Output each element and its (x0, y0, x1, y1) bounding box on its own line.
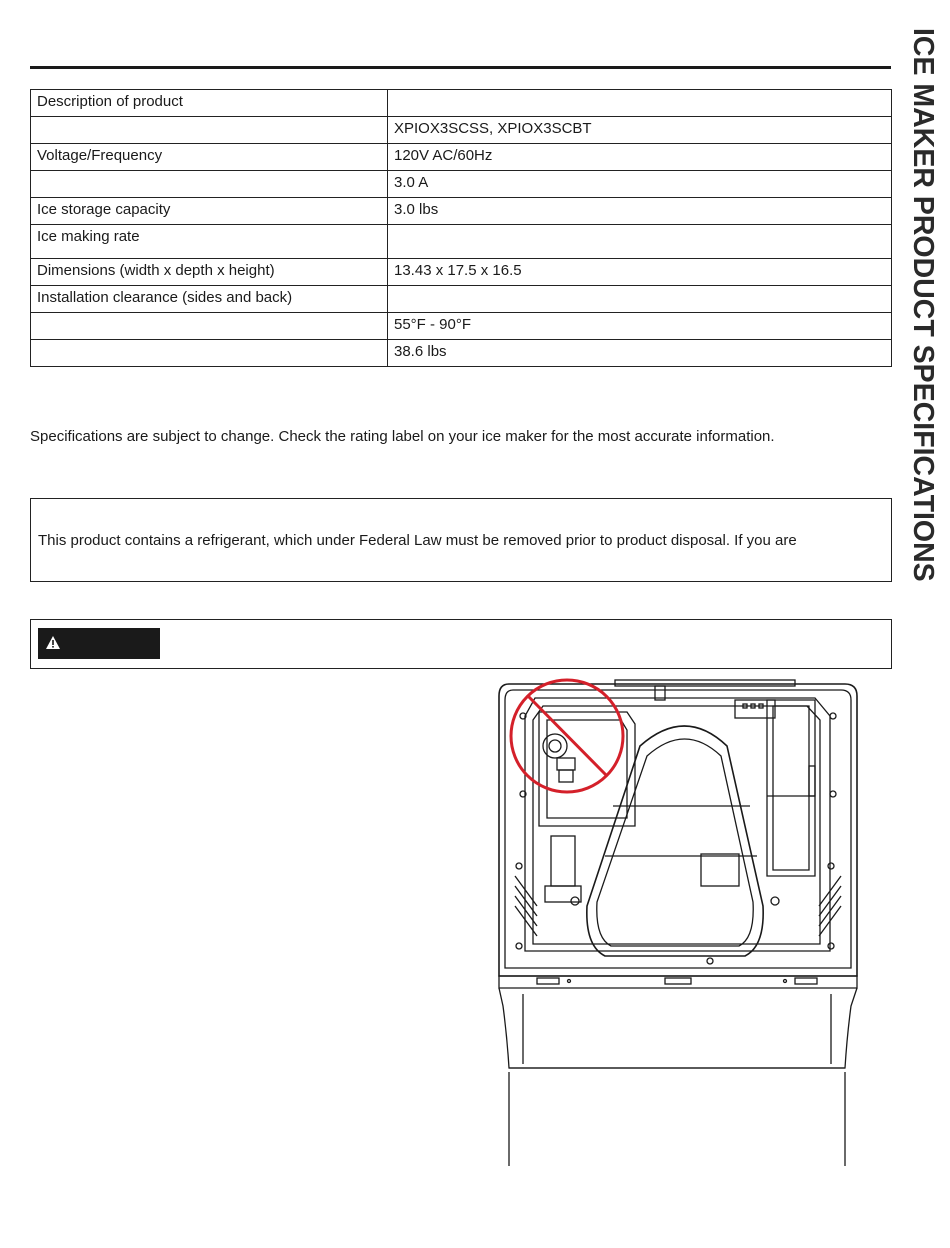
spec-label (31, 117, 388, 144)
table-row (31, 313, 892, 340)
spec-value: XPIOX3SCSS, XPIOX3SCBT (388, 117, 892, 144)
spec-label (31, 171, 388, 198)
spec-value: 3.0 lbs (388, 198, 892, 225)
top-rule (30, 66, 891, 69)
warning-box (30, 619, 892, 669)
table-row (31, 90, 892, 117)
spec-label: Ice storage capacity (31, 198, 388, 225)
spec-label: Ice making rate (31, 225, 388, 259)
spec-value (388, 225, 892, 259)
spec-label: Dimensions (width x depth x height) (31, 259, 388, 286)
spec-value: 3.0 A (388, 171, 892, 198)
side-title-text: ICE MAKER PRODUCT SPECIFICATIONS (907, 28, 939, 582)
spec-label: Installation clearance (sides and back) (31, 286, 388, 313)
spec-value (388, 286, 892, 313)
spec-value: 55°F - 90°F (388, 313, 892, 340)
spec-value: 120V AC/60Hz (388, 144, 892, 171)
warning-badge (38, 628, 160, 659)
spec-label: Description of product (31, 90, 388, 117)
table-row (31, 340, 892, 367)
refrigerant-notice-text: This product contains a refrigerant, which under Federal Law must be removed prior to product disposal. If you are (38, 532, 797, 549)
specs-table (30, 89, 892, 367)
spec-value: 38.6 lbs (388, 340, 892, 367)
spec-label (31, 313, 388, 340)
table-row (31, 225, 892, 259)
refrigerant-notice-box (30, 498, 892, 582)
table-row (31, 144, 892, 171)
warning-triangle-icon (46, 636, 60, 649)
specifications-note: Specifications are subject to change. Check the rating label on your ice maker for the most accurate information. (30, 428, 775, 445)
spec-value (388, 90, 892, 117)
table-row (31, 286, 892, 313)
table-row (31, 117, 892, 144)
table-row (31, 171, 892, 198)
spec-value: 13.43 x 17.5 x 16.5 (388, 259, 892, 286)
side-title (906, 28, 946, 648)
table-row (31, 259, 892, 286)
table-row (31, 198, 892, 225)
ice-maker-illustration (495, 676, 865, 1171)
spec-label (31, 340, 388, 367)
spec-label: Voltage/Frequency (31, 144, 388, 171)
